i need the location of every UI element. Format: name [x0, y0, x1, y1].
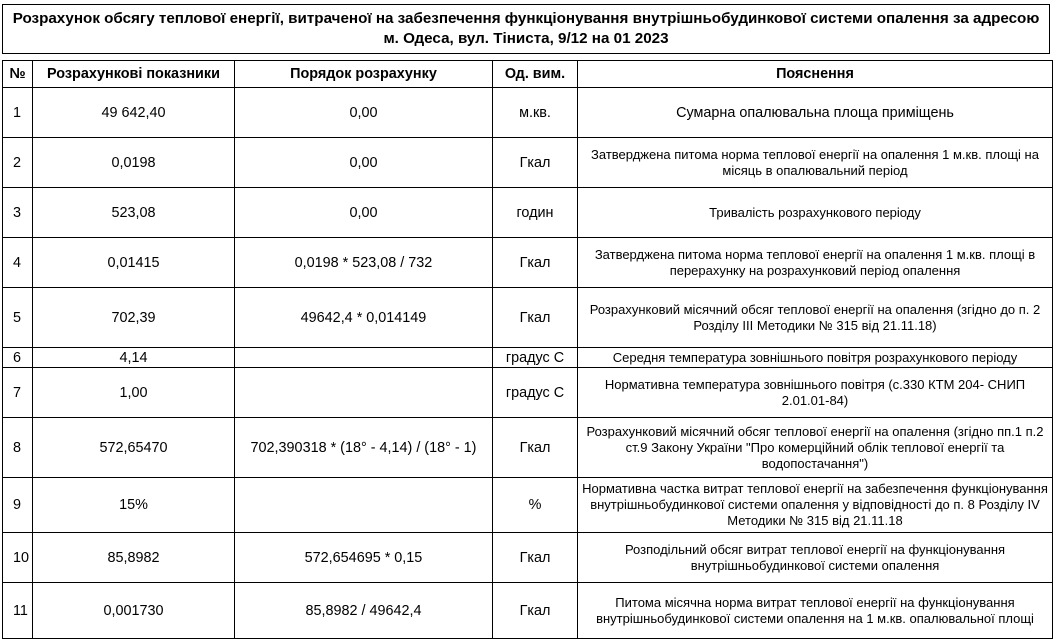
- row-formula: 0,00: [235, 188, 493, 238]
- row-formula: 49642,4 * 0,014149: [235, 288, 493, 348]
- row-value: 702,39: [33, 288, 235, 348]
- row-number: 1: [3, 88, 33, 138]
- header-formula: Порядок розрахунку: [235, 61, 493, 88]
- row-formula: 572,654695 * 0,15: [235, 533, 493, 583]
- row-value: 572,65470: [33, 418, 235, 478]
- row-note: Розподільний обсяг витрат теплової енергії на функціонування внутрішньобудинкової системи опалення: [578, 533, 1053, 583]
- row-unit: Гкал: [493, 138, 578, 188]
- report-title: Розрахунок обсягу теплової енергії, витраченої на забезпечення функціонування внутрішньобудинкової системи опалення за адресою м. Одеса, вул. Тіниста, 9/12 на 01 2023: [2, 4, 1050, 54]
- row-value: 49 642,40: [33, 88, 235, 138]
- table-row: [3, 583, 1053, 639]
- row-formula: 85,8982 / 49642,4: [235, 583, 493, 639]
- row-note: Сумарна опалювальна площа приміщень: [578, 88, 1053, 138]
- row-formula: 0,00: [235, 88, 493, 138]
- row-unit: Гкал: [493, 238, 578, 288]
- row-number: 8: [3, 418, 33, 478]
- row-note: Середня температура зовнішнього повітря розрахункового періоду: [578, 348, 1053, 368]
- row-note: Розрахунковий місячний обсяг теплової енергії на опалення (згідно до п. 2 Розділу ІІІ Методики № 315 від 21.11.18): [578, 288, 1053, 348]
- header-note: Пояснення: [578, 61, 1053, 88]
- row-formula: 702,390318 * (18° - 4,14) / (18° - 1): [235, 418, 493, 478]
- table-row: [3, 88, 1053, 138]
- row-number: 3: [3, 188, 33, 238]
- row-note: Нормативна температура зовнішнього повітря (с.330 КТМ 204- СНИП 2.01.01-84): [578, 368, 1053, 418]
- row-value: 15%: [33, 478, 235, 533]
- row-number: 9: [3, 478, 33, 533]
- row-number: 6: [3, 348, 33, 368]
- row-note: Затверджена питома норма теплової енергії на опалення 1 м.кв. площі в перерахунку на розрахунковий період опалення: [578, 238, 1053, 288]
- row-formula: [235, 368, 493, 418]
- table-row: [3, 478, 1053, 533]
- row-note: Нормативна частка витрат теплової енергії на забезпечення функціонування внутрішньобудинкової системи опалення у відповідності до п. 8 Розділу IV Методики № 315 від 21.11.18: [578, 478, 1053, 533]
- row-unit: градус С: [493, 368, 578, 418]
- row-value: 4,14: [33, 348, 235, 368]
- row-value: 1,00: [33, 368, 235, 418]
- row-unit: градус С: [493, 348, 578, 368]
- row-number: 10: [3, 533, 33, 583]
- table-row: [3, 533, 1053, 583]
- table-row: [3, 138, 1053, 188]
- header-unit: Од. вим.: [493, 61, 578, 88]
- row-value: 523,08: [33, 188, 235, 238]
- row-unit: м.кв.: [493, 88, 578, 138]
- row-note: Затверджена питома норма теплової енергії на опалення 1 м.кв. площі на місяць в опалювальний період: [578, 138, 1053, 188]
- row-number: 5: [3, 288, 33, 348]
- table-row: [3, 288, 1053, 348]
- row-note: Тривалість розрахункового періоду: [578, 188, 1053, 238]
- row-unit: годин: [493, 188, 578, 238]
- header-number: №: [3, 61, 33, 88]
- row-value: 0,0198: [33, 138, 235, 188]
- row-formula: [235, 348, 493, 368]
- table-row: [3, 368, 1053, 418]
- row-formula: 0,0198 * 523,08 / 732: [235, 238, 493, 288]
- row-number: 2: [3, 138, 33, 188]
- row-unit: Гкал: [493, 288, 578, 348]
- row-unit: Гкал: [493, 533, 578, 583]
- row-number: 4: [3, 238, 33, 288]
- row-unit: Гкал: [493, 418, 578, 478]
- row-unit: Гкал: [493, 583, 578, 639]
- row-number: 11: [3, 583, 33, 639]
- table-row: [3, 418, 1053, 478]
- row-formula: [235, 478, 493, 533]
- row-note: Питома місячна норма витрат теплової енергії на функціонування внутрішньобудинкової системи опалення на 1 м.кв. опалювальної площі: [578, 583, 1053, 639]
- row-value: 0,01415: [33, 238, 235, 288]
- row-unit: %: [493, 478, 578, 533]
- row-formula: 0,00: [235, 138, 493, 188]
- row-note: Розрахунковий місячний обсяг теплової енергії на опалення (згідно пп.1 п.2 ст.9 Закону України "Про комерційний облік теплової енергії та водопостачання"): [578, 418, 1053, 478]
- table-row: [3, 188, 1053, 238]
- row-value: 0,001730: [33, 583, 235, 639]
- header-row: [3, 61, 1053, 88]
- table-row: [3, 348, 1053, 368]
- row-number: 7: [3, 368, 33, 418]
- header-value: Розрахункові показники: [33, 61, 235, 88]
- calculation-table: [2, 60, 1053, 639]
- table-row: [3, 238, 1053, 288]
- row-value: 85,8982: [33, 533, 235, 583]
